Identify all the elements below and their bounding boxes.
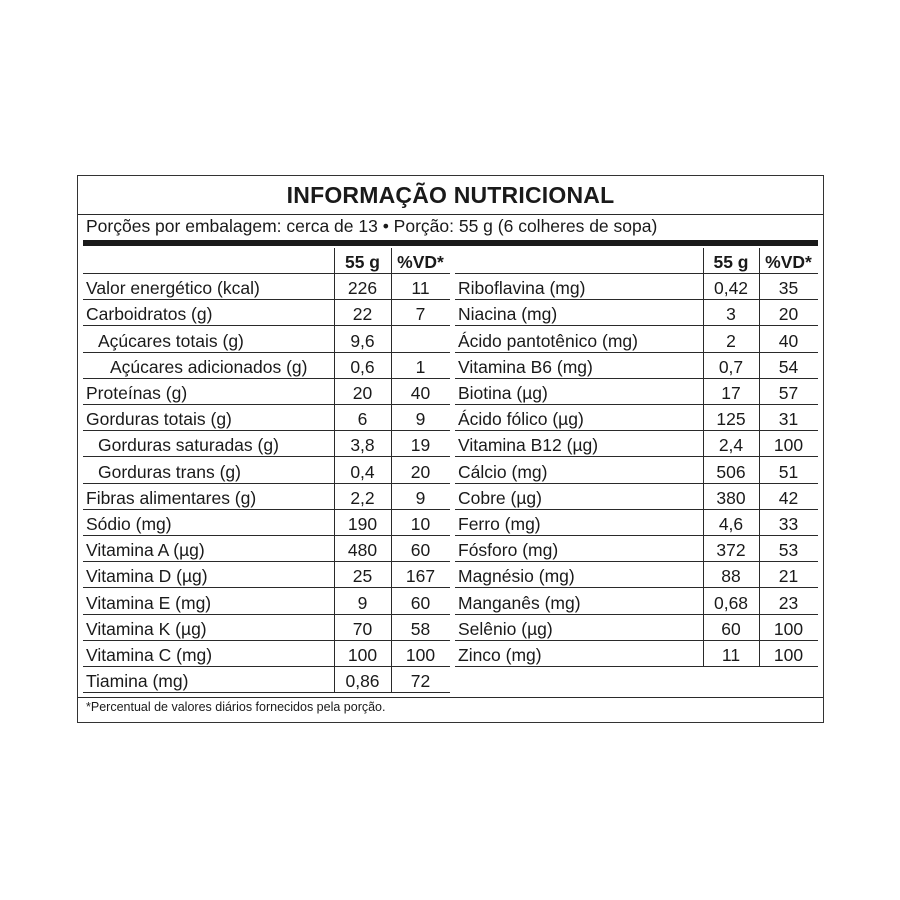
nutrient-daily-value: 35	[778, 278, 799, 299]
row-divider	[83, 692, 450, 693]
nutrient-name: Cobre (µg)	[458, 487, 542, 508]
row-divider	[83, 666, 450, 667]
nutrient-amount: 9	[357, 592, 368, 613]
column-divider	[703, 248, 704, 666]
nutrient-daily-value: 57	[778, 383, 799, 403]
row-divider	[455, 614, 818, 615]
row-divider	[83, 535, 450, 536]
row-divider	[455, 456, 818, 457]
nutrient-daily-value	[391, 328, 450, 354]
nutrient-name: Ácido pantotênico (mg)	[458, 330, 638, 351]
nutrient-name: Manganês (mg)	[458, 592, 581, 613]
nutrient-daily-value: 20	[410, 461, 431, 482]
nutrient-daily-value: 100	[773, 618, 804, 639]
nutrient-name: Vitamina K (µg)	[86, 618, 207, 639]
nutrient-daily-value: 23	[778, 592, 799, 613]
nutrient-name: Valor energético (kcal)	[86, 278, 260, 299]
row-divider	[83, 587, 450, 588]
column-header-amount: 55 g	[344, 252, 381, 272]
column-header-amount: 55 g	[713, 252, 749, 272]
row-divider	[455, 378, 818, 379]
nutrient-amount: 0,68	[713, 592, 749, 613]
nutrient-daily-value: 19	[410, 435, 431, 456]
nutrient-name: Carboidratos (g)	[86, 304, 213, 325]
nutrient-daily-value: 60	[410, 592, 431, 613]
nutrient-daily-value: 100	[773, 435, 804, 456]
nutrient-name: Biotina (µg)	[458, 383, 548, 403]
nutrient-amount: 190	[347, 514, 378, 534]
nutrient-amount: 0,7	[718, 356, 744, 377]
column-divider	[391, 248, 392, 692]
nutrient-amount: 60	[721, 618, 741, 639]
row-divider	[455, 483, 818, 484]
nutrient-amount: 0,6	[350, 356, 375, 377]
nutrient-amount: 4,6	[718, 514, 744, 534]
row-divider	[455, 325, 818, 326]
nutrient-amount: 0,86	[345, 671, 380, 692]
nutrient-daily-value: 40	[778, 330, 799, 351]
row-divider	[83, 352, 450, 353]
nutrient-name: Cálcio (mg)	[458, 461, 548, 482]
row-divider	[455, 535, 818, 536]
nutrient-amount: 372	[716, 540, 746, 561]
nutrient-amount: 11	[721, 645, 741, 665]
row-divider	[83, 378, 450, 379]
row-divider	[83, 509, 450, 510]
nutrient-daily-value: 1	[415, 356, 426, 377]
nutrient-name: Magnésio (mg)	[458, 566, 575, 587]
nutrient-name: Açúcares totais (g)	[98, 330, 244, 351]
nutrient-amount: 0,42	[713, 278, 749, 299]
row-divider	[83, 299, 450, 300]
nutrient-amount: 226	[347, 278, 378, 299]
nutrient-amount: 0,4	[350, 461, 375, 482]
nutrient-name: Açúcares adicionados (g)	[110, 356, 308, 377]
nutrient-name: Tiamina (mg)	[86, 671, 189, 692]
column-divider	[759, 248, 760, 666]
nutrient-amount: 125	[716, 409, 746, 430]
nutrient-daily-value: 31	[778, 409, 799, 430]
servings-info: Porções por embalagem: cerca de 13 • Porção: 55 g (6 colheres de sopa)	[86, 216, 658, 236]
nutrient-name: Sódio (mg)	[86, 514, 172, 534]
nutrient-daily-value: 167	[405, 566, 436, 587]
nutrient-daily-value: 60	[410, 540, 431, 561]
nutrient-daily-value: 100	[405, 645, 436, 665]
nutrient-daily-value: 42	[778, 487, 799, 508]
footer-divider	[78, 697, 823, 698]
row-divider	[455, 509, 818, 510]
nutrient-name: Selênio (µg)	[458, 618, 553, 639]
label-title: INFORMAÇÃO NUTRICIONAL	[286, 182, 615, 208]
nutrient-amount: 3,8	[350, 435, 375, 456]
row-divider	[83, 273, 450, 274]
row-divider	[455, 640, 818, 641]
nutrient-name: Ácido fólico (µg)	[458, 409, 584, 430]
nutrient-amount: 2	[726, 330, 736, 351]
nutrient-daily-value: 54	[778, 356, 799, 377]
header-thick-rule	[83, 240, 818, 246]
nutrient-amount: 506	[716, 461, 746, 482]
row-divider	[455, 666, 818, 667]
nutrient-amount: 17	[721, 383, 741, 403]
nutrient-daily-value: 10	[410, 514, 431, 534]
nutrient-amount: 2,2	[350, 487, 375, 508]
row-divider	[83, 404, 450, 405]
nutrient-daily-value: 21	[778, 566, 799, 587]
nutrient-daily-value: 58	[410, 618, 431, 639]
nutrient-amount: 22	[352, 304, 373, 325]
nutrient-daily-value: 9	[415, 409, 426, 430]
nutrient-daily-value: 40	[410, 383, 431, 403]
nutrient-daily-value: 100	[773, 645, 804, 665]
nutrient-name: Niacina (mg)	[458, 304, 558, 325]
row-divider	[83, 456, 450, 457]
nutrient-daily-value: 11	[411, 278, 430, 299]
row-divider	[83, 483, 450, 484]
nutrient-amount: 480	[347, 540, 378, 561]
nutrient-name: Vitamina A (µg)	[86, 540, 205, 561]
nutrient-name: Proteínas (g)	[86, 383, 188, 403]
row-divider	[455, 404, 818, 405]
row-divider	[455, 273, 818, 274]
row-divider	[83, 430, 450, 431]
nutrient-amount: 70	[352, 618, 373, 639]
row-divider	[455, 352, 818, 353]
row-divider	[83, 614, 450, 615]
column-header-dv: %VD*	[765, 252, 812, 272]
nutrient-amount: 25	[352, 566, 373, 587]
row-divider	[83, 561, 450, 562]
nutrient-daily-value: 9	[415, 487, 426, 508]
column-divider	[334, 248, 335, 692]
nutrient-amount: 20	[352, 383, 373, 403]
nutrient-daily-value: 53	[778, 540, 799, 561]
nutrient-amount: 380	[716, 487, 746, 508]
row-divider	[83, 640, 450, 641]
nutrient-daily-value: 33	[778, 514, 799, 534]
row-divider	[455, 430, 818, 431]
nutrient-name: Vitamina C (mg)	[86, 645, 213, 665]
column-header-dv: %VD*	[397, 252, 444, 272]
title-divider	[78, 214, 823, 215]
row-divider	[455, 299, 818, 300]
nutrient-amount: 100	[347, 645, 378, 665]
row-divider	[455, 587, 818, 588]
nutrient-daily-value: 20	[778, 304, 799, 325]
footnote: *Percentual de valores diários fornecidos pela porção.	[86, 700, 386, 714]
row-divider	[455, 561, 818, 562]
nutrient-name: Ferro (mg)	[458, 514, 541, 534]
nutrient-name: Vitamina B6 (mg)	[458, 356, 593, 377]
nutrient-amount: 9,6	[350, 330, 375, 351]
nutrient-name: Gorduras saturadas (g)	[98, 435, 279, 456]
nutrient-daily-value: 72	[410, 671, 431, 692]
nutrient-name: Gorduras totais (g)	[86, 409, 232, 430]
nutrient-daily-value: 51	[778, 461, 799, 482]
nutrient-name: Riboflavina (mg)	[458, 278, 586, 299]
nutrient-amount: 2,4	[718, 435, 744, 456]
nutrition-facts-label	[77, 175, 824, 723]
nutrient-name: Fibras alimentares (g)	[86, 487, 257, 508]
nutrient-amount: 3	[726, 304, 736, 325]
nutrient-name: Vitamina D (µg)	[86, 566, 208, 587]
nutrient-amount: 88	[721, 566, 741, 587]
nutrient-amount: 6	[357, 409, 368, 430]
nutrient-name: Gorduras trans (g)	[98, 461, 241, 482]
nutrient-name: Zinco (mg)	[458, 645, 542, 665]
nutrient-name: Vitamina B12 (µg)	[458, 435, 599, 456]
row-divider	[83, 325, 450, 326]
nutrient-daily-value: 7	[415, 304, 426, 325]
nutrient-name: Vitamina E (mg)	[86, 592, 212, 613]
nutrient-name: Fósforo (mg)	[458, 540, 559, 561]
